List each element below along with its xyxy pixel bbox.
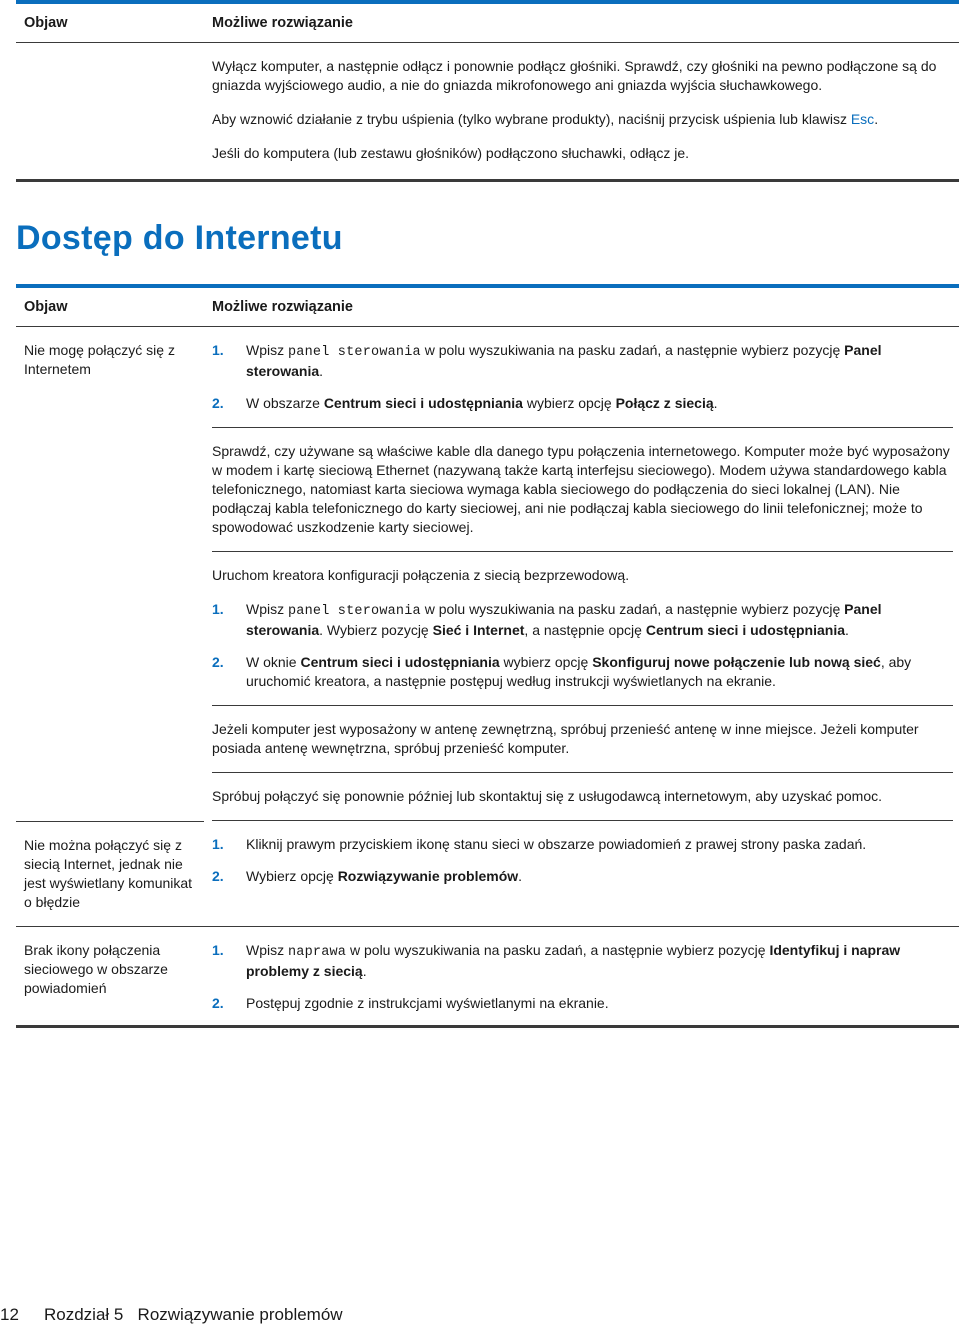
table-row xyxy=(16,43,959,181)
solution-block xyxy=(212,428,953,552)
header-solution: Możliwe rozwiązanie xyxy=(204,286,959,327)
solution-block xyxy=(212,552,953,706)
document-page xyxy=(16,0,959,1028)
chapter-title: Rozdział 5 Rozwiązywanie problemów xyxy=(44,1305,343,1324)
table-header-row xyxy=(16,2,959,43)
solution-paragraph: Wyłącz komputer, a następnie odłącz i ponownie podłącz głośniki. Sprawdź, czy głośniki na pewno podłączone są do gniazda wyjściowego audio, a nie do gniazda mikrofonowego ani gniazda wyjścia słuchawkowego. xyxy=(212,58,937,93)
solution-cell xyxy=(204,926,959,1026)
step-item: 2. Wybierz opcję Rozwiązywanie problemów. xyxy=(212,868,523,884)
step-item: 2. W obszarze Centrum sieci i udostępniania wybierz opcję Połącz z siecią. xyxy=(212,395,718,411)
step-item: 2. W oknie Centrum sieci i udostępniania wybierz opcję Skonfiguruj nowe połączenie lub nową sieć, aby uruchomić kreatora, a następnie postępuj według instrukcji wyświetlanych na ekranie. xyxy=(212,654,912,689)
header-solution: Możliwe rozwiązanie xyxy=(204,2,959,43)
table-header-row xyxy=(16,286,959,327)
solution-paragraph: Sprawdź, czy używane są właściwe kable dla danego typu połączenia internetowego. Komputer może być wyposażony w modem i kartę sieciową Ethernet (nazywaną także kartą interfejsu sieciowego). Modem używa standardowego kabla telefonicznego, natomiast karta sieciowa wymaga kabla sieciowego do podłączenia do sieci lokalnej (LAN). Nie podłączaj kabla telefonicznego do karty sieciowej, ani nie podłączaj kabla sieciowego do linii telefonicznej; może to spowodować uszkodzenie karty sieciowej. xyxy=(212,443,950,535)
solution-cell xyxy=(204,43,959,181)
solution-block xyxy=(212,327,953,428)
symptom-cell xyxy=(16,43,204,181)
table-row xyxy=(16,821,959,926)
section-title: Dostęp do Internetu xyxy=(16,219,343,257)
solution-paragraph: Jeżeli komputer jest wyposażony w antenę zewnętrzną, spróbuj przenieść antenę w inne miejsce. Jeżeli komputer posiada antenę wewnętrzna, spróbuj przenieść komputer. xyxy=(212,721,919,756)
symptom-cell: Nie mogę połączyć się z Internetem xyxy=(16,327,204,822)
solution-block xyxy=(212,773,953,821)
page-number: 12 xyxy=(0,1305,19,1324)
code-text: naprawa xyxy=(288,944,347,960)
table-row xyxy=(16,327,959,822)
header-symptom: Objaw xyxy=(16,2,204,43)
step-item: 2. Postępuj zgodnie z instrukcjami wyświetlanymi na ekranie. xyxy=(212,994,609,1011)
solution-paragraph: Spróbuj połączyć się ponownie później lub skontaktuj się z usługodawcą internetowym, aby uzyskać pomoc. xyxy=(212,788,883,804)
audio-troubleshooting-table xyxy=(16,0,959,182)
solution-cell xyxy=(204,821,959,926)
step-item: 1. Kliknij prawym przyciskiem ikonę stanu sieci w obszarze powiadomień z prawej strony paska zadań. xyxy=(212,836,867,852)
solution-paragraph: Jeśli do komputera (lub zestawu głośników) podłączono słuchawki, odłącz je. xyxy=(212,145,690,161)
solution-cell xyxy=(204,327,959,822)
symptom-cell: Brak ikony połączenia sieciowego w obszarze powiadomień xyxy=(16,926,204,1026)
code-text: panel sterowania xyxy=(288,604,421,619)
step-item: 1. Wpisz panel sterowania w polu wyszukiwania na pasku zadań, a następnie wybierz pozycję Panel sterowania. Wybierz pozycję Sieć i Internet, a następnie opcję Centrum sieci i udostępniania. xyxy=(212,601,882,638)
table-row xyxy=(16,926,959,1026)
code-text: panel sterowania xyxy=(288,345,421,360)
esc-key-label: Esc xyxy=(850,111,875,127)
symptom-cell: Nie można połączyć się z siecią Internet, jednak nie jest wyświetlany komunikat o błędzie xyxy=(16,821,204,926)
internet-troubleshooting-table xyxy=(16,284,959,1028)
page-footer xyxy=(0,1303,343,1327)
header-symptom: Objaw xyxy=(16,286,204,327)
solution-block xyxy=(212,706,953,773)
step-item: 1. Wpisz panel sterowania w polu wyszukiwania na pasku zadań, a następnie wybierz pozycję Panel sterowania. xyxy=(212,342,882,379)
step-item: 1. Wpisz naprawa w polu wyszukiwania na pasku zadań, a następnie wybierz pozycję Identyfikuj i napraw problemy z siecią. xyxy=(212,941,901,979)
solution-paragraph: Aby wznowić działanie z trybu uśpienia (tylko wybrane produkty), naciśnij przycisk uśpienia lub klawisz Esc. xyxy=(212,111,879,127)
solution-paragraph: Uruchom kreatora konfiguracji połączenia z siecią bezprzewodową. xyxy=(212,567,630,583)
